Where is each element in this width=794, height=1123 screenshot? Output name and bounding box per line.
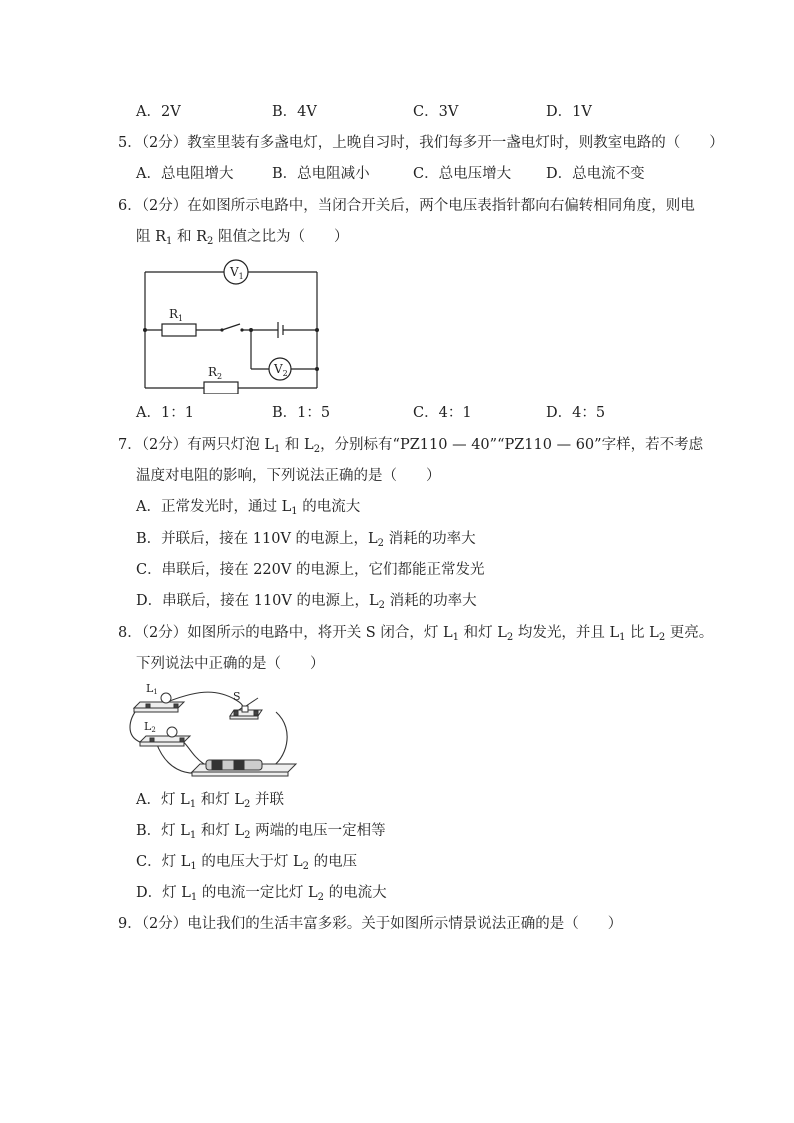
q7-option-a: A．正常发光时，通过 $L_1$ 的电流大 bbox=[136, 499, 361, 517]
q7-stem-line-2: 温度对电阻的影响，下列说法正确的是（ ） bbox=[136, 468, 441, 484]
r2-label: $R_2$ bbox=[208, 365, 223, 381]
q7-stem-line-1: 7．（2分）有两只灯泡 $L_1$ 和 $L_2$，分别标有“PZ110 — 40”“PZ110 — 60”字样，若不考虑 bbox=[118, 437, 704, 455]
q5-stem: 5．（2分）教室里装有多盏电灯，上晚自习时，我们每多开一盏电灯时，则教室电路的（ ） bbox=[118, 135, 724, 151]
q6-circuit-diagram bbox=[136, 258, 326, 394]
q8-option-a: A．灯 $L_1$ 和灯 $L_2$ 并联 bbox=[136, 792, 284, 810]
v2-label: $V_2$ bbox=[274, 362, 288, 378]
q7-option-c: C．串联后，接在 220V 的电源上，它们都能正常发光 bbox=[136, 562, 485, 578]
switch-s-label: S bbox=[233, 690, 241, 703]
l2-label: L2 bbox=[144, 720, 156, 734]
q5-option-d: D．总电流不变 bbox=[546, 166, 645, 182]
q8-option-c: C．灯 $L_1$ 的电压大于灯 $L_2$ 的电压 bbox=[136, 854, 358, 872]
v1-label: $V_1$ bbox=[230, 265, 244, 281]
q6-option-a: A．1：1 bbox=[136, 405, 194, 421]
q5-option-b: B．总电阻减小 bbox=[272, 166, 370, 182]
q5-option-a: A．总电阻增大 bbox=[136, 166, 234, 182]
q8-circuit-photo bbox=[126, 680, 306, 780]
q9-stem: 9．（2分）电让我们的生活丰富多彩。关于如图所示情景说法正确的是（ ） bbox=[118, 916, 623, 932]
q5-option-c: C．总电压增大 bbox=[413, 166, 512, 182]
q8-option-d: D．灯 $L_1$ 的电流一定比灯 $L_2$ 的电流大 bbox=[136, 885, 387, 903]
q6-stem-line-1: 6．（2分）在如图所示电路中，当闭合开关后，两个电压表指针都向右偏转相同角度，则电 bbox=[118, 198, 695, 214]
q8-stem-line-1: 8．（2分）如图所示的电路中，将开关 S 闭合，灯 $L_1$ 和灯 $L_2$ 均发光，并且 $L_1$ 比 $L_2$ 更亮。 bbox=[118, 625, 714, 643]
r1-label: $R_1$ bbox=[169, 307, 184, 323]
q6-option-c: C．4：1 bbox=[413, 405, 472, 421]
q6-option-b: B．1：5 bbox=[272, 405, 331, 421]
q6-stem-line-2: 阻 $R_1$ 和 $R_2$ 阻值之比为（ ） bbox=[136, 229, 349, 247]
q7-option-b: B．并联后，接在 110V 的电源上，$L_2$ 消耗的功率大 bbox=[136, 531, 476, 549]
q7-option-d: D．串联后，接在 110V 的电源上，$L_2$ 消耗的功率大 bbox=[136, 593, 477, 611]
q4-option-b: B．4V bbox=[272, 104, 317, 120]
q8-stem-line-2: 下列说法中正确的是（ ） bbox=[136, 656, 325, 672]
l1-label: L1 bbox=[146, 682, 158, 696]
q4-option-d: D．1V bbox=[546, 104, 592, 120]
q4-option-c: C．3V bbox=[413, 104, 459, 120]
q8-option-b: B．灯 $L_1$ 和灯 $L_2$ 两端的电压一定相等 bbox=[136, 823, 386, 841]
q6-option-d: D．4：5 bbox=[546, 405, 606, 421]
q4-option-a: A．2V bbox=[136, 104, 181, 120]
